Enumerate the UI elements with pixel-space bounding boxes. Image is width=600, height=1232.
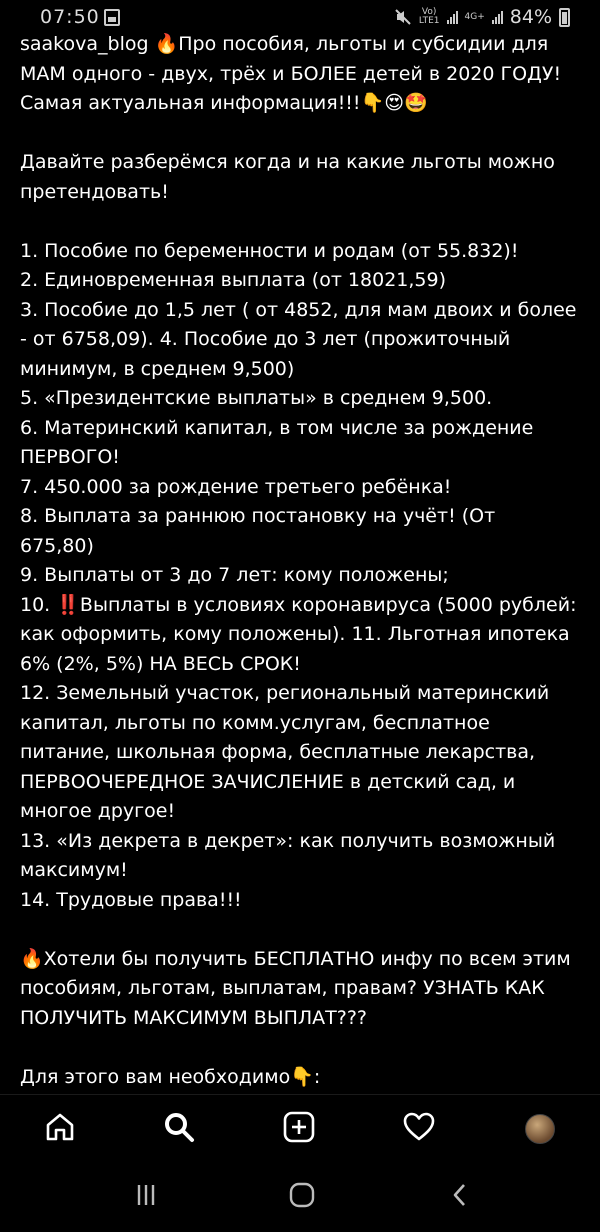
- caption-text: минимум, в среднем 9,500): [20, 357, 295, 380]
- caption-text: многое другое!: [20, 800, 176, 822]
- caption-line: [20, 797, 592, 827]
- nav-search[interactable]: [159, 1109, 199, 1149]
- caption-line: [20, 974, 592, 1004]
- avatar: [525, 1114, 555, 1144]
- back-button[interactable]: [440, 1182, 480, 1212]
- volte-bottom: LTE1: [418, 16, 440, 26]
- caption-line: [20, 945, 592, 975]
- home-button-icon: [287, 1180, 317, 1214]
- caption-text: капитал, льготы по комм.услугам, бесплатное: [20, 711, 490, 734]
- recents-icon: [131, 1180, 161, 1214]
- caption-line: [20, 502, 592, 532]
- home-button[interactable]: [282, 1182, 322, 1212]
- caption-text: 🔥Хотели бы получить БЕСПЛАТНО инфу по всем этим: [20, 947, 571, 970]
- caption-text: максимум!: [20, 859, 128, 881]
- bottom-nav: [0, 1094, 600, 1162]
- caption-text: 10. ‼️Выплаты в условиях коронавируса (5000 рублей:: [20, 593, 577, 616]
- caption-text: 6. Материнский капитал, в том числе за рождение: [20, 416, 534, 439]
- caption-line: [20, 561, 592, 591]
- caption-line: [20, 355, 592, 385]
- blank-line: [20, 119, 592, 149]
- caption-text: ПОЛУЧИТЬ МАКСИМУМ ВЫПЛАТ???: [20, 1006, 368, 1029]
- plus-square-icon: [282, 1110, 316, 1148]
- caption-line: [20, 532, 592, 562]
- battery-percent: 84%: [509, 6, 552, 28]
- caption-line: [20, 414, 592, 444]
- caption-line: [20, 768, 592, 798]
- caption-line: [20, 738, 592, 768]
- blank-line: [20, 915, 592, 945]
- caption-line: [20, 296, 592, 326]
- caption-text: питание, школьная форма, бесплатные лекарства,: [20, 741, 536, 763]
- caption-line: [20, 148, 592, 178]
- system-navigation-bar: [0, 1162, 600, 1232]
- caption-text: ПЕРВООЧЕРЕДНОЕ ЗАЧИСЛЕНИЕ в детский сад, и: [20, 770, 516, 793]
- nav-new-post[interactable]: [279, 1109, 319, 1149]
- volte-top: Vo): [421, 7, 437, 17]
- mute-icon: [394, 8, 412, 26]
- blank-line: [20, 1033, 592, 1063]
- caption-text: 8. Выплата за раннюю постановку на учёт! (От: [20, 505, 496, 527]
- search-icon: [162, 1110, 196, 1148]
- recents-button[interactable]: [126, 1182, 166, 1212]
- caption-text: Давайте разберёмся когда и на какие льготы можно: [20, 151, 555, 173]
- blank-line: [20, 207, 592, 237]
- caption-text: 14. Трудовые права!!!: [20, 888, 242, 911]
- caption-line: [20, 886, 592, 916]
- status-icons: [394, 6, 570, 28]
- caption-text: 12. Земельный участок, региональный материнский: [20, 682, 550, 704]
- caption-line: [20, 266, 592, 296]
- caption-line: [20, 827, 592, 857]
- caption-text: МАМ одного - двух, трёх и БОЛЕЕ детей в 2020 ГОДУ!: [20, 62, 562, 85]
- caption-line: [20, 856, 592, 886]
- caption-text: 7. 450.000 за рождение третьего ребёнка!: [20, 475, 452, 498]
- caption-text: Самая актуальная информация!!!👇😍🤩: [20, 92, 428, 114]
- caption-text: 6% (2%, 5%) НА ВЕСЬ СРОК!: [20, 652, 301, 675]
- caption-line: [20, 1063, 592, 1093]
- post-caption: [20, 30, 592, 1092]
- caption-text: 2. Единовременная выплата (от 18021,59): [20, 269, 447, 291]
- volte-indicator: [419, 8, 440, 26]
- network-type: 4G+: [464, 11, 485, 22]
- caption-line: [20, 473, 592, 503]
- caption-line: [20, 237, 592, 267]
- caption-text: пособиям, льготам, выплатам, правам? УЗНАТЬ КАК: [20, 977, 545, 999]
- caption-line: [20, 60, 592, 90]
- caption-line: [20, 89, 592, 119]
- caption-text: 3. Пособие до 1,5 лет ( от 4852, для мам двоих и более: [20, 298, 577, 321]
- nav-activity[interactable]: [399, 1109, 439, 1149]
- nav-profile[interactable]: [520, 1109, 560, 1149]
- caption-line: [20, 650, 592, 680]
- caption-text: 🔥Про пособия, льготы и субсидии для: [148, 33, 549, 55]
- nav-home[interactable]: [40, 1109, 80, 1149]
- battery-icon: [559, 8, 570, 27]
- caption-text: ПЕРВОГО!: [20, 446, 120, 468]
- post-username[interactable]: saakova_blog: [20, 33, 149, 55]
- signal-icon-2: [492, 10, 503, 24]
- caption-text: 9. Выплаты от 3 до 7 лет: кому положены;: [20, 564, 449, 586]
- status-bar: [0, 0, 600, 34]
- back-icon: [445, 1180, 475, 1214]
- caption-line: [20, 591, 592, 621]
- caption-text: как оформить, кому положены). 11. Льготная ипотека: [20, 623, 570, 645]
- caption-line: [20, 709, 592, 739]
- caption-text: 13. «Из декрета в декрет»: как получить возможный: [20, 829, 556, 852]
- caption-text: претендовать!: [20, 180, 169, 203]
- home-icon: [43, 1110, 77, 1148]
- caption-line: [20, 384, 592, 414]
- caption-text: 1. Пособие по беременности и родам (от 55.832)!: [20, 239, 519, 262]
- caption-text: 5. «Президентские выплаты» в среднем 9,500.: [20, 387, 493, 409]
- caption-line: [20, 679, 592, 709]
- caption-line: [20, 178, 592, 208]
- heart-icon: [402, 1110, 436, 1148]
- status-time: 07:50: [40, 6, 100, 28]
- caption-line: [20, 1004, 592, 1034]
- caption-line: [20, 30, 592, 60]
- caption-line: [20, 620, 592, 650]
- caption-text: 675,80): [20, 534, 94, 557]
- caption-text: Для этого вам необходимо👇:: [20, 1065, 321, 1088]
- gallery-notification-icon: [104, 9, 120, 26]
- caption-line: [20, 325, 592, 355]
- signal-icon: [447, 10, 458, 24]
- caption-line: [20, 443, 592, 473]
- caption-text: - от 6758,09). 4. Пособие до 3 лет (прожиточный: [20, 328, 511, 350]
